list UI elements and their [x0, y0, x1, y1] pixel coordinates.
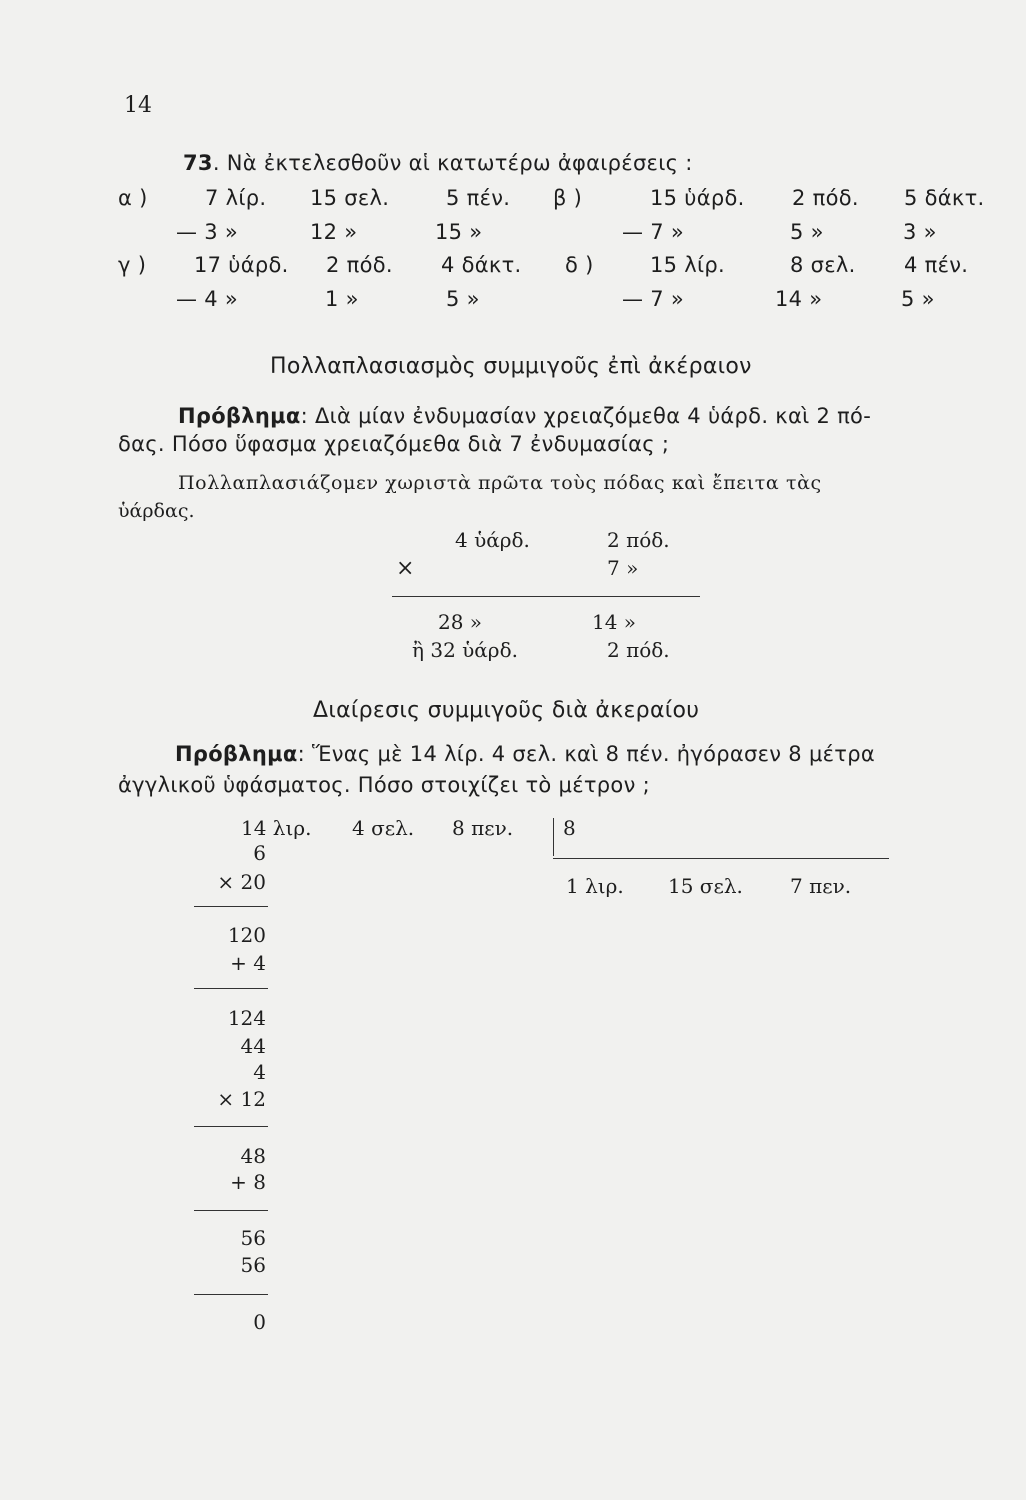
- c-row1-col1: 17 ὑάρδ.: [194, 253, 289, 277]
- c-row1-col3: 4 δάκτ.: [441, 253, 522, 277]
- work-line: 48: [240, 1144, 266, 1168]
- d-row1-col3: 4 πέν.: [904, 253, 969, 277]
- problem-1-line1: [178, 406, 871, 427]
- a-row2-col1: — 3 »: [176, 220, 239, 244]
- c-row1-col2: 2 πόδ.: [326, 253, 393, 277]
- d-row2-col3: 5 »: [901, 287, 935, 311]
- label-a: α ): [118, 186, 148, 210]
- a-row2-col2: 12 »: [310, 220, 358, 244]
- d-row1-col2: 8 σελ.: [790, 253, 856, 277]
- quotient-pounds: 1 λιρ.: [566, 874, 624, 898]
- b-row1-col1: 15 ὑάρδ.: [650, 186, 745, 210]
- work-line: × 12: [217, 1087, 266, 1111]
- work-line: 4: [253, 1060, 266, 1084]
- mult-r1-yards: 4 ὑάρδ.: [455, 528, 530, 552]
- d-row2-col2: 14 »: [775, 287, 823, 311]
- quotient-pence: 7 πεν.: [790, 874, 852, 898]
- work-line: + 4: [230, 951, 266, 975]
- problem-label: Πρόβλημα: [178, 404, 301, 428]
- division-bar-vertical: [553, 818, 554, 856]
- b-row2-col1: — 7 »: [622, 220, 685, 244]
- divisor: 8: [563, 816, 576, 840]
- mult-r4-yards: ἢ 32 ὑάρδ.: [412, 638, 518, 662]
- b-row1-col2: 2 πόδ.: [792, 186, 859, 210]
- c-row2-col3: 5 »: [446, 287, 480, 311]
- mult-rule: [392, 596, 700, 597]
- d-row1-col1: 15 λίρ.: [650, 253, 726, 277]
- c-row2-col2: 1 »: [325, 287, 359, 311]
- work-line: 44: [240, 1034, 266, 1058]
- a-row2-col3: 15 »: [435, 220, 483, 244]
- work-line: 0: [253, 1310, 266, 1334]
- mult-r4-feet: 2 πόδ.: [607, 638, 670, 662]
- work-rule: [194, 1210, 268, 1211]
- problem-2-text: : Ἕνας μὲ 14 λίρ. 4 σελ. καὶ 8 πέν. ἠγόρασεν 8 μέτρα: [297, 742, 875, 766]
- page-number: 14: [124, 93, 152, 118]
- dividend-pounds: 14 λιρ.: [241, 816, 312, 840]
- label-b: β ): [553, 186, 583, 210]
- problem-label: Πρόβλημα: [175, 742, 298, 766]
- exercise-heading: [183, 153, 693, 174]
- exercise-number: 73: [183, 151, 213, 175]
- quotient-shillings: 15 σελ.: [668, 874, 743, 898]
- work-rule: [194, 988, 268, 989]
- b-row2-col3: 3 »: [903, 220, 937, 244]
- work-line: 120: [227, 923, 266, 947]
- work-rule: [194, 906, 268, 907]
- problem-1-text: : Διὰ μίαν ἐνδυμασίαν χρειαζόμεθα 4 ὑάρδ. καὶ 2 πό-: [300, 404, 872, 428]
- problem-2-line1: [175, 744, 875, 765]
- division-bar-horizontal: [553, 858, 889, 859]
- work-rule: [194, 1126, 268, 1127]
- problem-1-line2: δας. Πόσο ὕφασμα χρειαζόμεθα διὰ 7 ἐνδυμασίας ;: [118, 432, 670, 456]
- dividend-shillings: 4 σελ.: [352, 816, 415, 840]
- label-c: γ ): [118, 253, 147, 277]
- label-d: δ ): [565, 253, 594, 277]
- work-line: 124: [227, 1006, 266, 1030]
- dividend-pence: 8 πεν.: [452, 816, 514, 840]
- a-row1-col1: 7 λίρ.: [205, 186, 267, 210]
- mult-r3-yards: 28 »: [438, 610, 483, 634]
- work-line: + 8: [230, 1170, 266, 1194]
- section-title-division: Διαίρεσις συμμιγοῦς διὰ ἀκεραίου: [313, 698, 700, 723]
- exercise-instruction: . Νὰ ἐκτελεσθοῦν αἱ κατωτέρω ἀφαιρέσεις :: [212, 151, 693, 175]
- section-title-multiplication: Πολλαπλασιασμὸς συμμιγοῦς ἐπὶ ἀκέραιον: [270, 354, 752, 379]
- d-row2-col1: — 7 »: [622, 287, 685, 311]
- work-rule: [194, 1294, 268, 1295]
- problem-2-line2: ἀγγλικοῦ ὑφάσματος. Πόσο στοιχίζει τὸ μέτρον ;: [118, 773, 650, 797]
- work-line: 56: [240, 1253, 266, 1277]
- note-line2: ὑάρδας.: [118, 500, 195, 522]
- work-line: 6: [253, 841, 266, 865]
- c-row2-col1: — 4 »: [176, 287, 239, 311]
- mult-r1-feet: 2 πόδ.: [607, 528, 670, 552]
- work-line: 56: [240, 1226, 266, 1250]
- a-row1-col2: 15 σελ.: [310, 186, 390, 210]
- b-row1-col3: 5 δάκτ.: [904, 186, 985, 210]
- a-row1-col3: 5 πέν.: [446, 186, 511, 210]
- b-row2-col2: 5 »: [790, 220, 824, 244]
- note-line1: Πολλαπλασιάζομεν χωριστὰ πρῶτα τοὺς πόδας καὶ ἔπειτα τὰς: [178, 472, 822, 494]
- work-line: × 20: [217, 870, 266, 894]
- mult-r3-feet: 14 »: [592, 610, 637, 634]
- mult-r2-multiplier: 7 »: [607, 556, 639, 580]
- times-sign: ×: [396, 556, 415, 581]
